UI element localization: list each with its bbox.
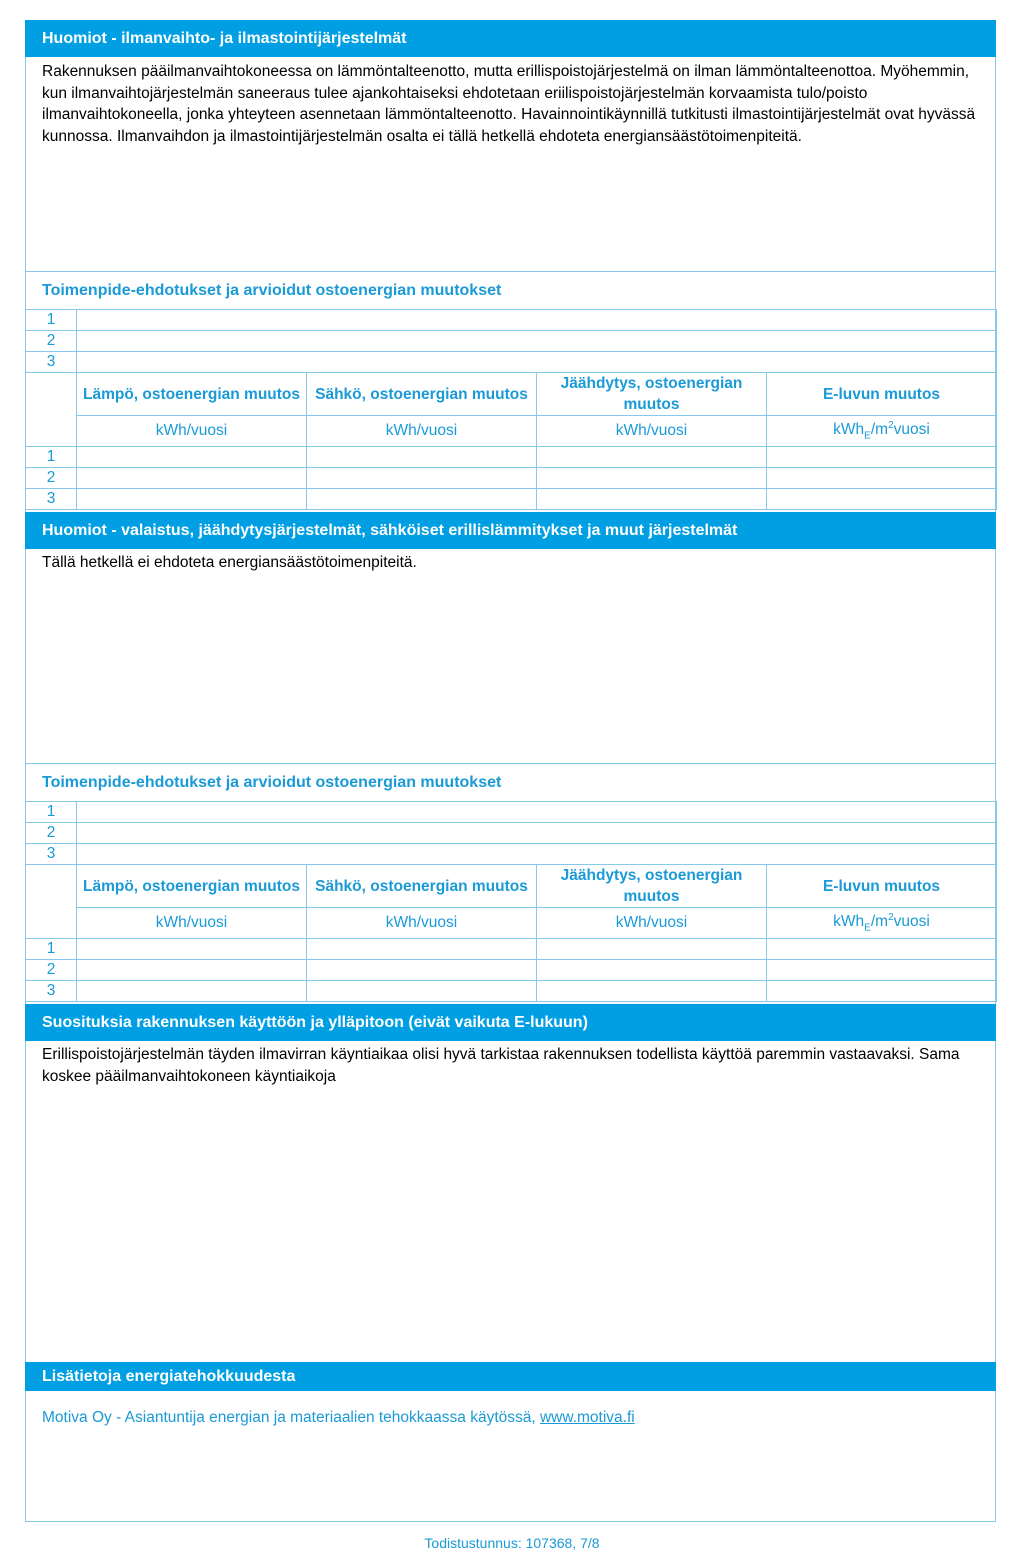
row-number: 3 <box>26 844 77 865</box>
more-info-label: Motiva Oy - Asiantuntija energian ja materiaalien tehokkaassa käytössä, <box>42 1409 540 1426</box>
page-frame <box>25 20 996 1522</box>
col-e-value: E-luvun muutos <box>767 373 997 416</box>
col-e-value: E-luvun muutos <box>767 865 997 908</box>
measure-cell <box>77 331 997 352</box>
row-number: 2 <box>26 960 77 981</box>
row-number: 2 <box>26 823 77 844</box>
measures-title-2: Toimenpide-ehdotukset ja arvioidut ostoenergian muutokset <box>42 774 502 791</box>
row-number: 1 <box>26 802 77 823</box>
measures-table-1 <box>25 309 997 510</box>
section-header-lighting: Huomiot - valaistus, jäähdytysjärjestelmät, sähköiset erillislämmitykset ja muut järjestelmät <box>25 512 996 549</box>
motiva-link[interactable]: www.motiva.fi <box>539 1409 635 1426</box>
divider <box>25 763 996 764</box>
measure-cell <box>77 823 997 844</box>
row-number: 3 <box>26 981 77 1002</box>
unit-e-value: $kWh_E/m^2vuosi$ <box>767 908 997 939</box>
unit-e-value: $kWh_E/m^2vuosi$ <box>767 416 997 447</box>
measures-title-1: Toimenpide-ehdotukset ja arvioidut ostoenergian muutokset <box>42 282 502 299</box>
certificate-id: Todistustunnus: 107368, 7/8 <box>424 1535 600 1551</box>
row-number: 1 <box>26 939 77 960</box>
col-cooling: Jäähdytys, ostoenergian muutos <box>537 373 767 416</box>
measure-cell <box>77 802 997 823</box>
ventilation-notes: Rakennuksen pääilmanvaihtokoneessa on lämmöntalteenotto, mutta erillispoistojärjestelmä on ilman lämmöntalteenottoa. Myöhemmin, kun ilmanvaihtojärjestelmän saneeraus tulee ajankohtaiseksi ehdotetaan eriilispoistojärjestelmän korvaamista tulo/poisto ilmanvaihtokoneella, jonka yhteyteen asennetaan lämmöntalteenotto. Havainnointikäynnillä tutkitusti ilmastointijärjestelmät ovat hyvässä kunnossa. Ilmanvaihdon ja ilmastointijärjestelmän osalta ei tällä hetkellä ehdoteta energiansäästötoimenpiteitä. <box>42 63 976 145</box>
col-heat: Lämpö, ostoenergian muutos <box>77 865 307 908</box>
section-header-recommendations: Suosituksia rakennuksen käyttöön ja ylläpitoon (eivät vaikuta E-lukuun) <box>25 1004 996 1041</box>
row-number: 1 <box>26 447 77 468</box>
unit-cooling: kWh/vuosi <box>537 416 767 447</box>
col-cooling: Jäähdytys, ostoenergian muutos <box>537 865 767 908</box>
more-info-text <box>42 1407 990 1429</box>
row-number: 2 <box>26 331 77 352</box>
col-electricity: Sähkö, ostoenergian muutos <box>307 373 537 416</box>
unit-electricity: kWh/vuosi <box>307 416 537 447</box>
measure-cell <box>77 310 997 331</box>
recommendations-notes: Erillispoistojärjestelmän täyden ilmavirran käyntiaikaa olisi hyvä tarkistaa rakennuksen todellista käyttöä paremmin vastaavaksi. Sama koskee pääilmanvaihtokoneen käyntiaikoja <box>42 1046 960 1085</box>
measures-table-2 <box>25 801 997 1002</box>
divider <box>25 271 996 272</box>
row-number: 1 <box>26 310 77 331</box>
col-electricity: Sähkö, ostoenergian muutos <box>307 865 537 908</box>
unit-electricity: kWh/vuosi <box>307 908 537 939</box>
col-heat: Lämpö, ostoenergian muutos <box>77 373 307 416</box>
row-number: 2 <box>26 468 77 489</box>
empty-cell <box>26 373 77 447</box>
measure-cell <box>77 844 997 865</box>
unit-heat: kWh/vuosi <box>77 908 307 939</box>
row-number: 3 <box>26 352 77 373</box>
empty-cell <box>26 865 77 939</box>
lighting-notes: Tällä hetkellä ei ehdoteta energiansäästötoimenpiteitä. <box>42 554 417 571</box>
measure-cell <box>77 352 997 373</box>
section-header-ventilation: Huomiot - ilmanvaihto- ja ilmastointijärjestelmät <box>25 20 996 57</box>
row-number: 3 <box>26 489 77 510</box>
section-header-more-info: Lisätietoja energiatehokkuudesta <box>25 1362 996 1391</box>
unit-cooling: kWh/vuosi <box>537 908 767 939</box>
unit-heat: kWh/vuosi <box>77 416 307 447</box>
